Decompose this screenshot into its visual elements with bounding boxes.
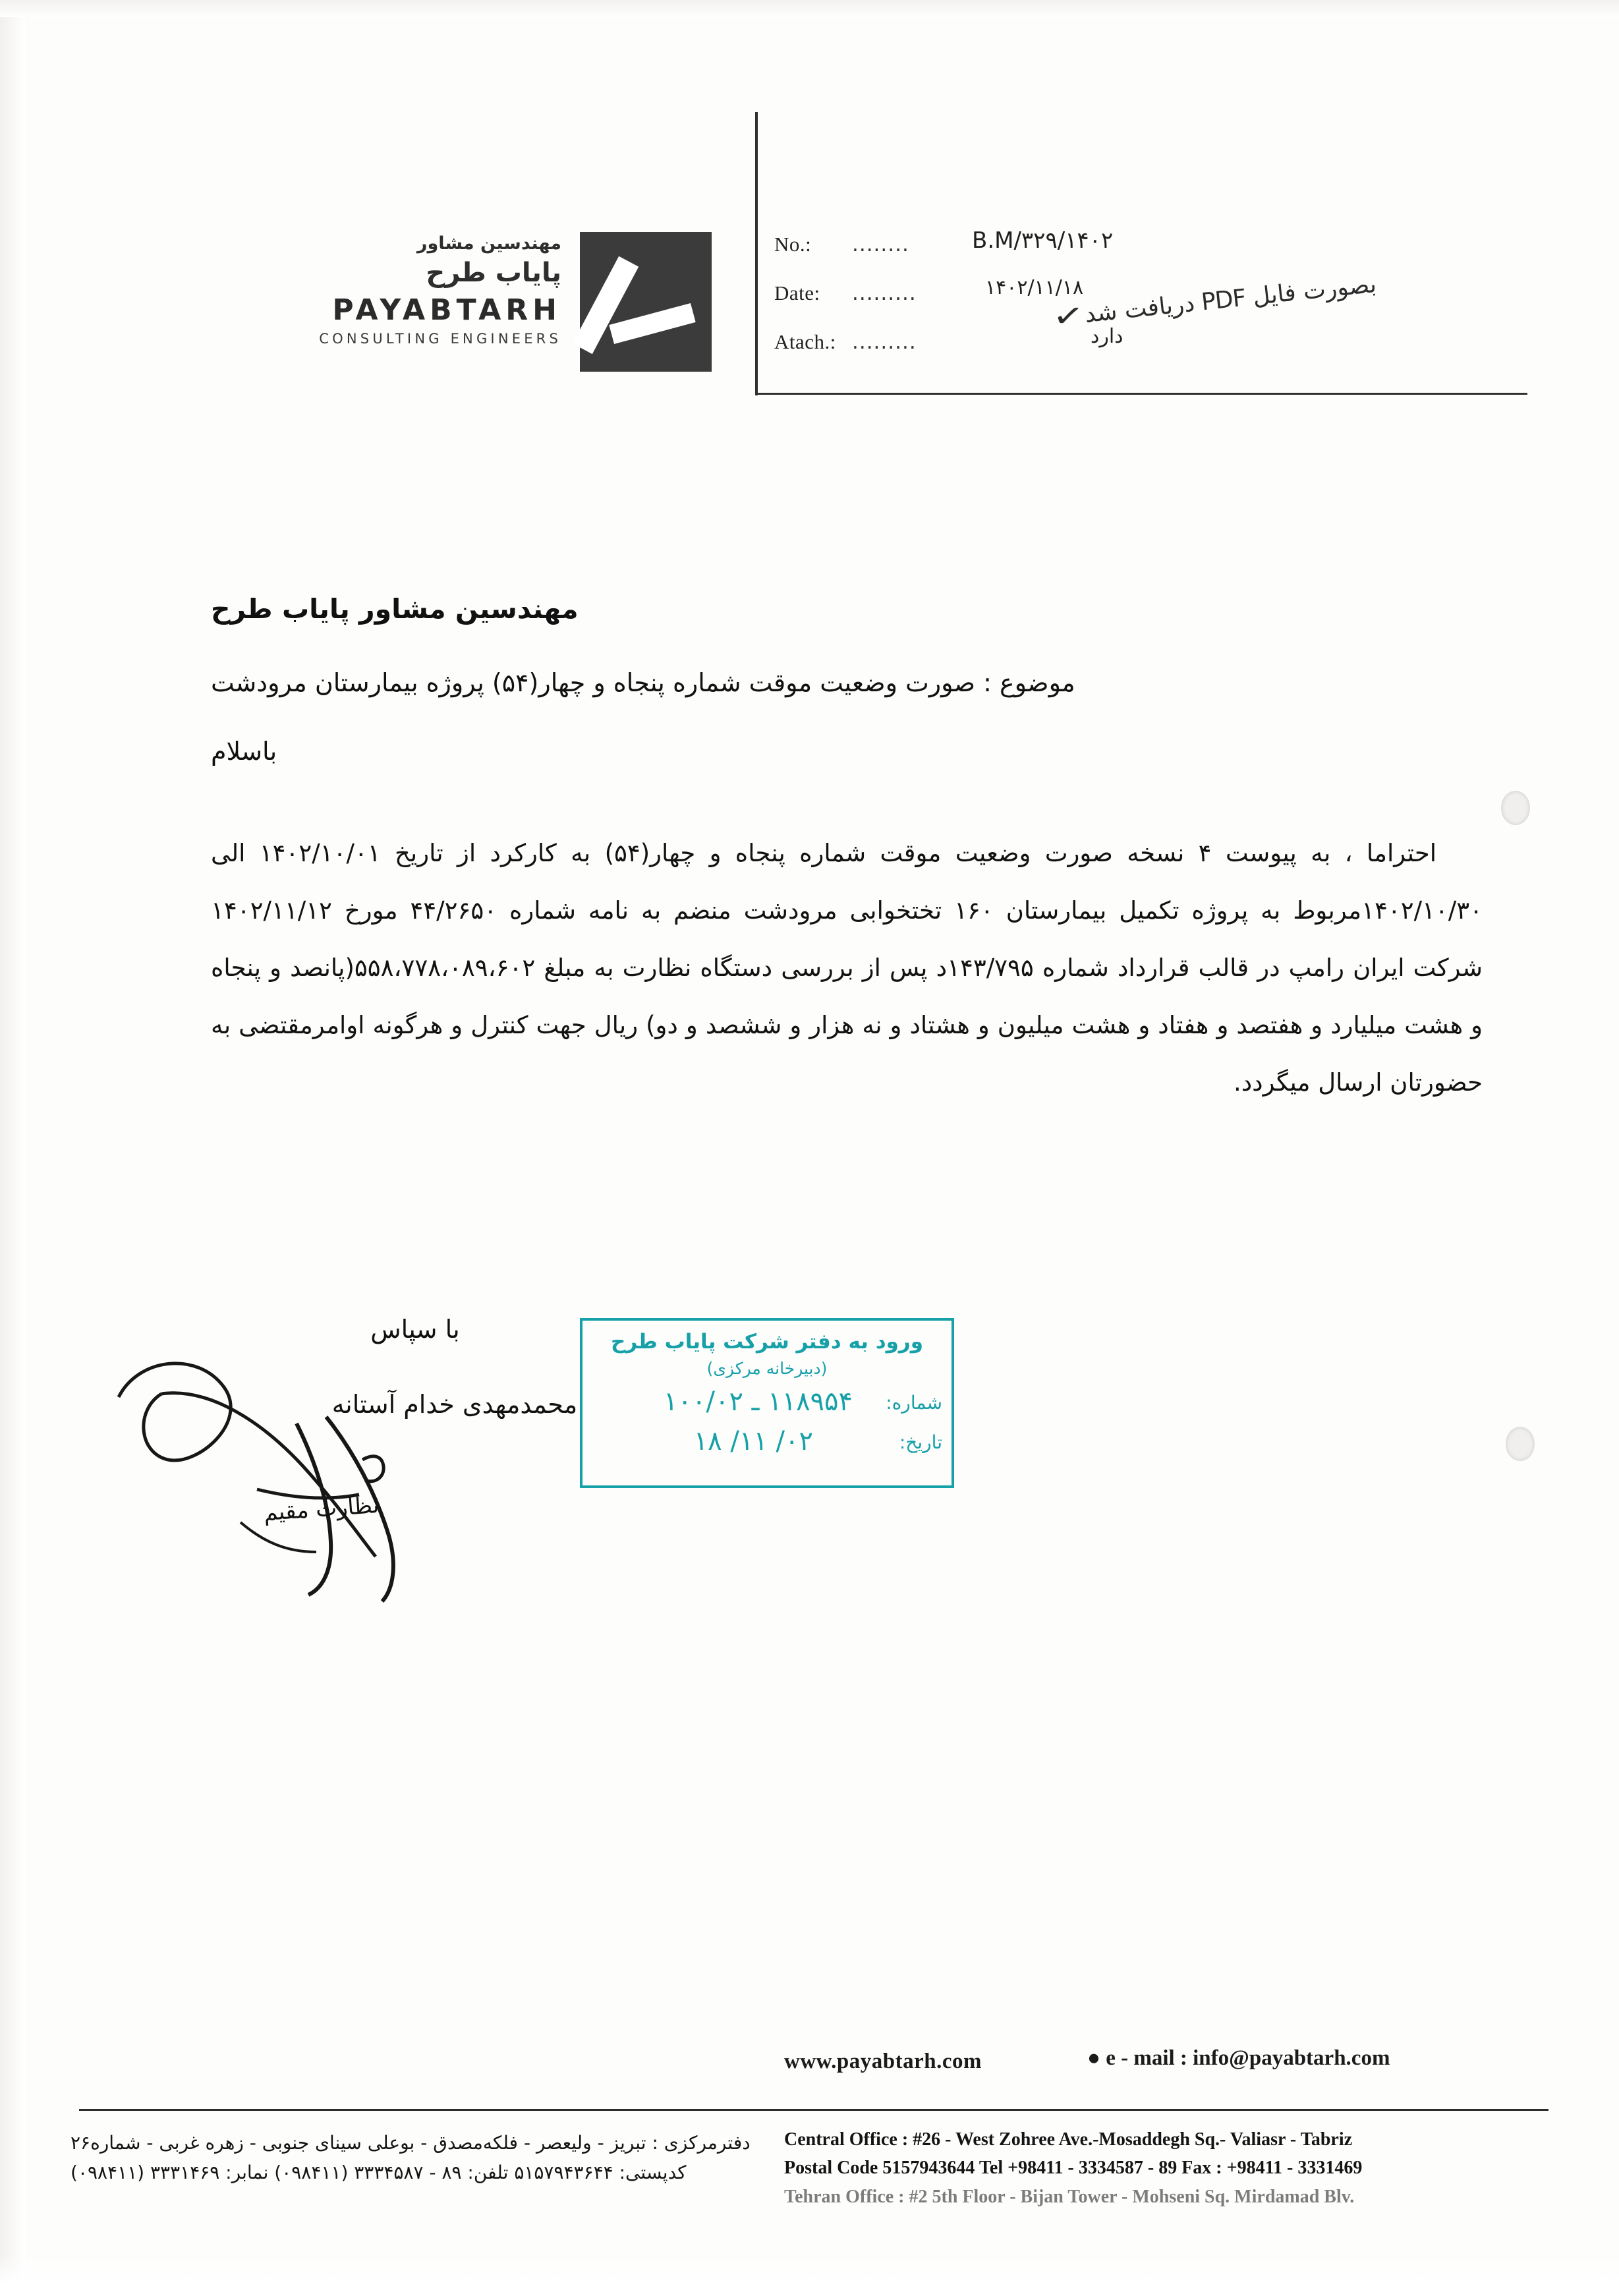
reception-stamp xyxy=(580,1318,954,1488)
atach-label: Atach.: xyxy=(774,330,836,353)
letter-subject: موضوع : صورت وضعیت موقت شماره پنجاه و چهار(۵۴) پروژه بیمارستان مرودشت xyxy=(211,668,1075,697)
punch-hole xyxy=(1506,1427,1535,1461)
mail-icon: ● xyxy=(1087,2046,1100,2070)
logo-text xyxy=(252,233,561,347)
closing-thanks: با سپاس xyxy=(370,1315,460,1344)
handwritten-note-text: بصورت فایل PDF دریافت شد xyxy=(1083,270,1378,329)
footer-email-text: e - mail : info@payabtarh.com xyxy=(1106,2046,1390,2070)
meta-row-no xyxy=(774,227,1532,276)
footer-en-line1: Central Office : #26 - West Zohree Ave.-Mosaddegh Sq.- Valiasr - Tabriz xyxy=(784,2129,1353,2150)
atach-dots: ......... xyxy=(852,330,917,354)
footer-fa-line1: دفترمرکزی : تبریز - ولیعصر - فلکه‌مصدق - بوعلی سینای جنوبی - زهره غربی - شماره۲۶ xyxy=(71,2132,751,2154)
letterhead-vertical-rule xyxy=(755,112,758,395)
handwritten-check-icon: ✓ xyxy=(1051,298,1085,335)
stamp-subtitle: (دبیرخانه مرکزی) xyxy=(706,1359,828,1378)
stamp-date-value: ۰۲/ ۱۱/ ۱۸ xyxy=(693,1426,813,1456)
stamp-number-label: شماره: xyxy=(886,1392,942,1414)
scan-edge-left xyxy=(0,0,25,2296)
atach-value: دارد xyxy=(1091,325,1123,348)
letter-body xyxy=(132,593,1509,1112)
payabtarh-logo-mark-icon xyxy=(580,232,712,372)
meta-row-atach xyxy=(774,325,1532,374)
letter-paragraph-text: احتراما ، به پیوست ۴ نسخه صورت وضعیت موقت شماره پنجاه و چهار(۵۴) به کارکرد از تاریخ ۱۴۰۲/۱۰/۰۱ الی ۱۴۰۲/۱۰/۳۰مربوط به پروژه تکمیل بیمارستان ۱۶۰ تختخوابی مرودشت منضم به نامه شماره ۴۴/۲۶۵۰ مورخ ۱۴۰۲/۱۱/۱۲ شرکت ایران رامپ در قالب قرارداد شماره ۱۴۳/۷۹۵د پس از بررسی دستگاه نظارت به مبلغ ۵۵۸،۷۷۸،۰۸۹،۶۰۲(پانصد و پنجاه و هشت میلیارد و هفتصد و هفتاد و هشت میلیون و هشتاد و نه هزار و ششصد و دو) ریال جهت کنترل و هرگونه اوامرمقتضی به حضورتان ارسال میگردد. xyxy=(211,839,1483,1097)
footer-en-line2: Postal Code 5157943644 Tel +98411 - 3334587 - 89 Fax : +98411 - 3331469 xyxy=(784,2158,1363,2179)
footer-fa-line2: کدپستی: ۵۱۵۷۹۴۳۶۴۴ تلفن: ۸۹ - ۳۳۳۴۵۸۷ (۰۹۸۴۱۱) نمابر: ۳۳۳۱۴۶۹ (۰۹۸۴۱۱) xyxy=(71,2161,687,2183)
footer-address-fa xyxy=(71,2129,769,2188)
footer-en-line3: Tehran Office : #2 5th Floor - Bijan Tower - Mohseni Sq. Mirdamad Blv. xyxy=(784,2186,1355,2207)
letter-paragraph xyxy=(132,825,1509,1112)
no-dots: ........ xyxy=(852,233,909,256)
scan-edge-top xyxy=(0,0,1619,17)
footer-divider xyxy=(79,2109,1548,2111)
signer-name: محمدمهدی خدام آستانه xyxy=(331,1390,578,1419)
stamp-title: ورود به دفتر شرکت پایاب طرح xyxy=(611,1330,923,1354)
footer-address-en xyxy=(784,2125,1562,2211)
company-logo xyxy=(237,229,712,387)
date-value: ۱۴۰۲/۱۱/۱۸ xyxy=(985,276,1084,299)
footer-website[interactable]: www.payabtarh.com xyxy=(784,2050,982,2073)
logo-en-line2: CONSULTING ENGINEERS xyxy=(319,331,561,347)
stamp-number-value: ۱۱۸۹۵۴ ـ ۱۰۰/۰۲ xyxy=(664,1387,853,1417)
logo-fa-line1: مهندسین مشاور xyxy=(416,233,561,254)
logo-slash-shape-2 xyxy=(609,303,695,344)
footer-email[interactable] xyxy=(1087,2046,1390,2071)
page-bottom-crop-fade xyxy=(0,2254,1619,2296)
letter-addressee: مهندسین مشاور پایاب طرح xyxy=(211,593,579,625)
letter-salutation: باسلام xyxy=(211,737,277,766)
no-label: No.: xyxy=(774,233,812,256)
logo-fa-line2: پایاب طرح xyxy=(426,258,561,288)
stamp-date-label: تاریخ: xyxy=(899,1431,942,1453)
date-label: Date: xyxy=(774,281,820,304)
date-dots: ......... xyxy=(852,281,917,305)
signer-title: نظارت مقیم xyxy=(262,1491,380,1527)
letterhead-horizontal-rule xyxy=(755,393,1527,395)
no-value: B.M/۳۲۹/۱۴۰۲ xyxy=(972,227,1114,254)
logo-en-line1: PAYABTARH xyxy=(332,293,561,327)
